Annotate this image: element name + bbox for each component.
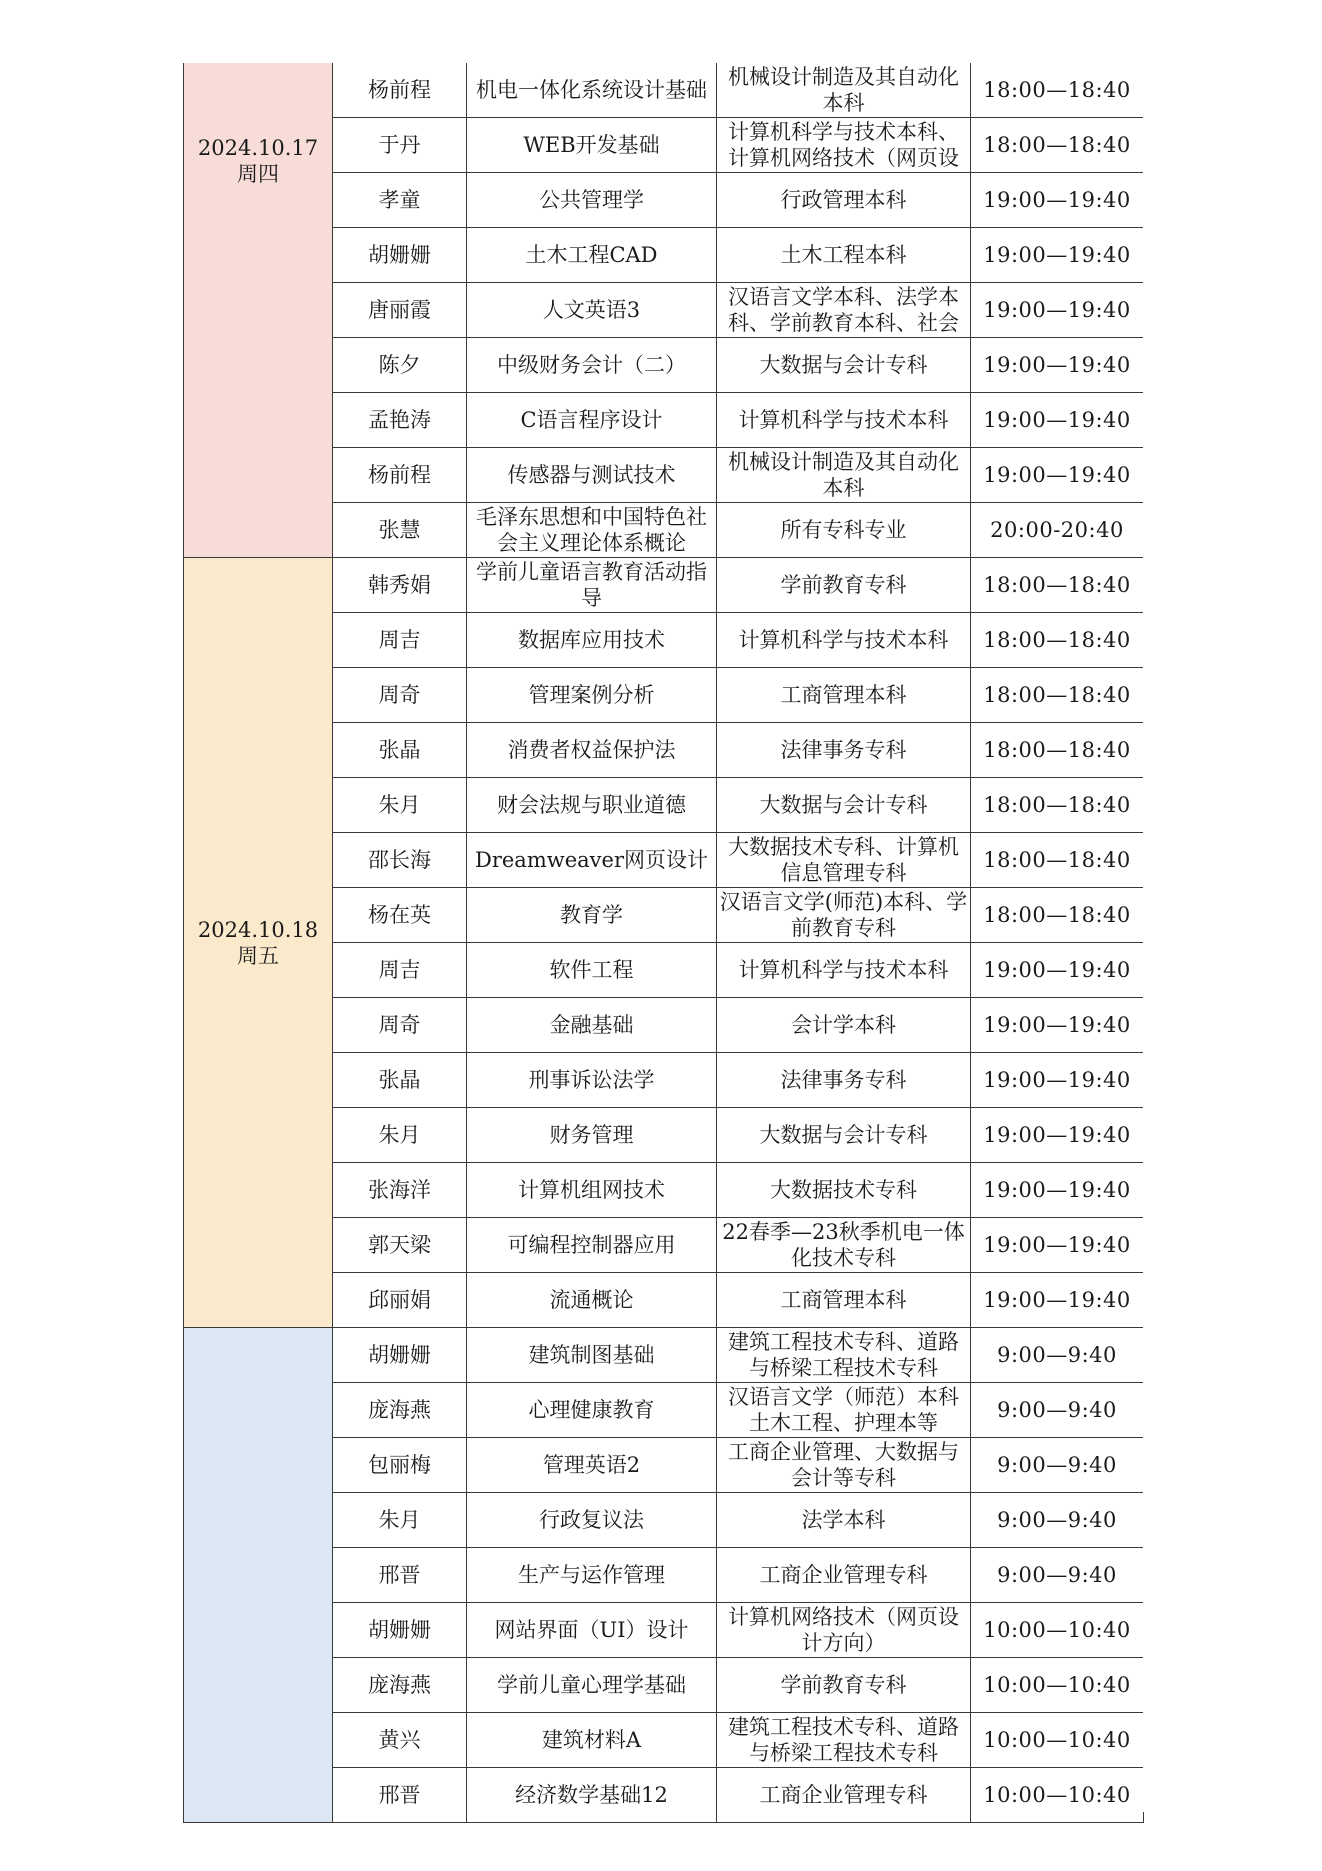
major-cell: 汉语言文学（师范）本科土木工程、护理本等 — [717, 1383, 971, 1438]
table-row — [184, 63, 1144, 118]
teacher-cell: 邢晋 — [333, 1768, 467, 1823]
time-cell: 9:00—9:40 — [971, 1548, 1144, 1603]
major-cell: 学前教育专科 — [717, 1658, 971, 1713]
time-cell: 18:00—18:40 — [971, 613, 1144, 668]
teacher-cell: 庞海燕 — [333, 1658, 467, 1713]
weekday-label: 周四 — [237, 162, 279, 186]
course-cell: 软件工程 — [467, 943, 717, 998]
course-cell: 可编程控制器应用 — [467, 1218, 717, 1273]
course-cell: 中级财务会计（二） — [467, 338, 717, 393]
time-cell: 18:00—18:40 — [971, 723, 1144, 778]
time-cell: 10:00—10:40 — [971, 1658, 1144, 1713]
date-label: 2024.10.18 — [197, 917, 319, 942]
major-cell: 计算机科学与技术本科 — [717, 943, 971, 998]
course-cell: 刑事诉讼法学 — [467, 1053, 717, 1108]
time-cell: 10:00—10:40 — [971, 1603, 1144, 1658]
time-cell: 19:00—19:40 — [971, 338, 1144, 393]
course-cell: 传感器与测试技术 — [467, 448, 717, 503]
time-cell: 9:00—9:40 — [971, 1383, 1144, 1438]
teacher-cell: 庞海燕 — [333, 1383, 467, 1438]
teacher-cell: 孝童 — [333, 173, 467, 228]
teacher-cell: 邵长海 — [333, 833, 467, 888]
major-cell: 工商管理本科 — [717, 668, 971, 723]
time-cell: 18:00—18:40 — [971, 778, 1144, 833]
weekday-label: 周五 — [237, 943, 279, 968]
course-cell: 网站界面（UI）设计 — [467, 1603, 717, 1658]
time-cell: 19:00—19:40 — [971, 448, 1144, 503]
teacher-cell: 周奇 — [333, 668, 467, 723]
major-cell: 大数据与会计专科 — [717, 1108, 971, 1163]
major-cell: 所有专科专业 — [717, 503, 971, 558]
major-cell: 汉语言文学(师范)本科、学前教育专科 — [717, 888, 971, 943]
teacher-cell: 包丽梅 — [333, 1438, 467, 1493]
course-cell: 建筑材料A — [467, 1713, 717, 1768]
time-cell: 19:00—19:40 — [971, 943, 1144, 998]
teacher-cell: 杨在英 — [333, 888, 467, 943]
course-cell: 管理英语2 — [467, 1438, 717, 1493]
teacher-cell: 胡姗姗 — [333, 228, 467, 283]
right-crop-edge — [1143, 62, 1145, 1812]
course-cell: 经济数学基础12 — [467, 1768, 717, 1823]
time-cell: 19:00—19:40 — [971, 1163, 1144, 1218]
course-cell: 心理健康教育 — [467, 1383, 717, 1438]
time-cell: 9:00—9:40 — [971, 1328, 1144, 1383]
table-row — [184, 1328, 1144, 1383]
time-cell: 10:00—10:40 — [971, 1713, 1144, 1768]
major-cell: 22春季—23秋季机电一体化技术专科 — [717, 1218, 971, 1273]
teacher-cell: 邢晋 — [333, 1548, 467, 1603]
teacher-cell: 朱月 — [333, 778, 467, 833]
teacher-cell: 周吉 — [333, 943, 467, 998]
date-label: 2024.10.17 — [197, 136, 319, 160]
major-cell: 建筑工程技术专科、道路与桥梁工程技术专科 — [717, 1713, 971, 1768]
teacher-cell: 韩秀娟 — [333, 558, 467, 613]
date-cell — [184, 558, 333, 1328]
time-cell: 19:00—19:40 — [971, 173, 1144, 228]
course-cell: 土木工程CAD — [467, 228, 717, 283]
teacher-cell: 胡姗姗 — [333, 1328, 467, 1383]
date-cell — [184, 63, 333, 558]
time-cell: 19:00—19:40 — [971, 998, 1144, 1053]
course-cell: WEB开发基础 — [467, 118, 717, 173]
major-cell: 法律事务专科 — [717, 1053, 971, 1108]
course-cell: 财务管理 — [467, 1108, 717, 1163]
course-cell: 机电一体化系统设计基础 — [467, 63, 717, 118]
major-cell: 法律事务专科 — [717, 723, 971, 778]
teacher-cell: 胡姗姗 — [333, 1603, 467, 1658]
major-cell: 工商管理本科 — [717, 1273, 971, 1328]
date-cell — [184, 1328, 333, 1823]
course-cell: C语言程序设计 — [467, 393, 717, 448]
teacher-cell: 张慧 — [333, 503, 467, 558]
teacher-cell: 朱月 — [333, 1493, 467, 1548]
course-cell: 金融基础 — [467, 998, 717, 1053]
major-cell: 工商企业管理专科 — [717, 1768, 971, 1823]
major-cell: 工商企业管理专科 — [717, 1548, 971, 1603]
time-cell: 19:00—19:40 — [971, 1218, 1144, 1273]
time-cell: 10:00—10:40 — [971, 1768, 1144, 1823]
time-cell: 18:00—18:40 — [971, 668, 1144, 723]
major-cell: 法学本科 — [717, 1493, 971, 1548]
teacher-cell: 张晶 — [333, 1053, 467, 1108]
teacher-cell: 杨前程 — [333, 63, 467, 118]
time-cell: 19:00—19:40 — [971, 1273, 1144, 1328]
course-cell: 流通概论 — [467, 1273, 717, 1328]
time-cell: 19:00—19:40 — [971, 1053, 1144, 1108]
major-cell: 大数据技术专科、计算机信息管理专科 — [717, 833, 971, 888]
teacher-cell: 杨前程 — [333, 448, 467, 503]
course-cell: 生产与运作管理 — [467, 1548, 717, 1603]
time-cell: 20:00-20:40 — [971, 503, 1144, 558]
course-cell: 建筑制图基础 — [467, 1328, 717, 1383]
major-cell: 建筑工程技术专科、道路与桥梁工程技术专科 — [717, 1328, 971, 1383]
time-cell: 19:00—19:40 — [971, 283, 1144, 338]
major-cell: 计算机科学与技术本科、计算机网络技术（网页设 — [717, 118, 971, 173]
major-cell: 大数据与会计专科 — [717, 778, 971, 833]
major-cell: 计算机科学与技术本科 — [717, 613, 971, 668]
time-cell: 18:00—18:40 — [971, 888, 1144, 943]
time-cell: 19:00—19:40 — [971, 393, 1144, 448]
major-cell: 机械设计制造及其自动化本科 — [717, 448, 971, 503]
teacher-cell: 张晶 — [333, 723, 467, 778]
time-cell: 19:00—19:40 — [971, 228, 1144, 283]
time-cell: 9:00—9:40 — [971, 1493, 1144, 1548]
teacher-cell: 周奇 — [333, 998, 467, 1053]
major-cell: 汉语言文学本科、法学本科、学前教育本科、社会 — [717, 283, 971, 338]
course-cell: 计算机组网技术 — [467, 1163, 717, 1218]
course-cell: 消费者权益保护法 — [467, 723, 717, 778]
teacher-cell: 于丹 — [333, 118, 467, 173]
time-cell: 18:00—18:40 — [971, 558, 1144, 613]
major-cell: 会计学本科 — [717, 998, 971, 1053]
teacher-cell: 郭天梁 — [333, 1218, 467, 1273]
major-cell: 机械设计制造及其自动化本科 — [717, 63, 971, 118]
course-cell: 学前儿童语言教育活动指导 — [467, 558, 717, 613]
time-cell: 19:00—19:40 — [971, 1108, 1144, 1163]
teacher-cell: 孟艳涛 — [333, 393, 467, 448]
course-cell: 学前儿童心理学基础 — [467, 1658, 717, 1713]
teacher-cell: 张海洋 — [333, 1163, 467, 1218]
table-row — [184, 558, 1144, 613]
schedule-table — [183, 62, 1144, 1823]
major-cell: 计算机科学与技术本科 — [717, 393, 971, 448]
time-cell: 9:00—9:40 — [971, 1438, 1144, 1493]
major-cell: 行政管理本科 — [717, 173, 971, 228]
time-cell: 18:00—18:40 — [971, 63, 1144, 118]
course-cell: Dreamweaver网页设计 — [467, 833, 717, 888]
time-cell: 18:00—18:40 — [971, 118, 1144, 173]
course-cell: 行政复议法 — [467, 1493, 717, 1548]
teacher-cell: 陈夕 — [333, 338, 467, 393]
major-cell: 工商企业管理、大数据与会计等专科 — [717, 1438, 971, 1493]
teacher-cell: 唐丽霞 — [333, 283, 467, 338]
major-cell: 计算机网络技术（网页设计方向） — [717, 1603, 971, 1658]
major-cell: 大数据与会计专科 — [717, 338, 971, 393]
course-cell: 教育学 — [467, 888, 717, 943]
major-cell: 学前教育专科 — [717, 558, 971, 613]
teacher-cell: 周吉 — [333, 613, 467, 668]
teacher-cell: 朱月 — [333, 1108, 467, 1163]
course-cell: 管理案例分析 — [467, 668, 717, 723]
course-cell: 人文英语3 — [467, 283, 717, 338]
course-cell: 公共管理学 — [467, 173, 717, 228]
teacher-cell: 黄兴 — [333, 1713, 467, 1768]
course-cell: 财会法规与职业道德 — [467, 778, 717, 833]
teacher-cell: 邱丽娟 — [333, 1273, 467, 1328]
course-cell: 毛泽东思想和中国特色社会主义理论体系概论 — [467, 503, 717, 558]
top-crop-edge — [183, 58, 1143, 63]
course-cell: 数据库应用技术 — [467, 613, 717, 668]
time-cell: 18:00—18:40 — [971, 833, 1144, 888]
major-cell: 大数据技术专科 — [717, 1163, 971, 1218]
major-cell: 土木工程本科 — [717, 228, 971, 283]
schedule-sheet — [183, 62, 1143, 1812]
